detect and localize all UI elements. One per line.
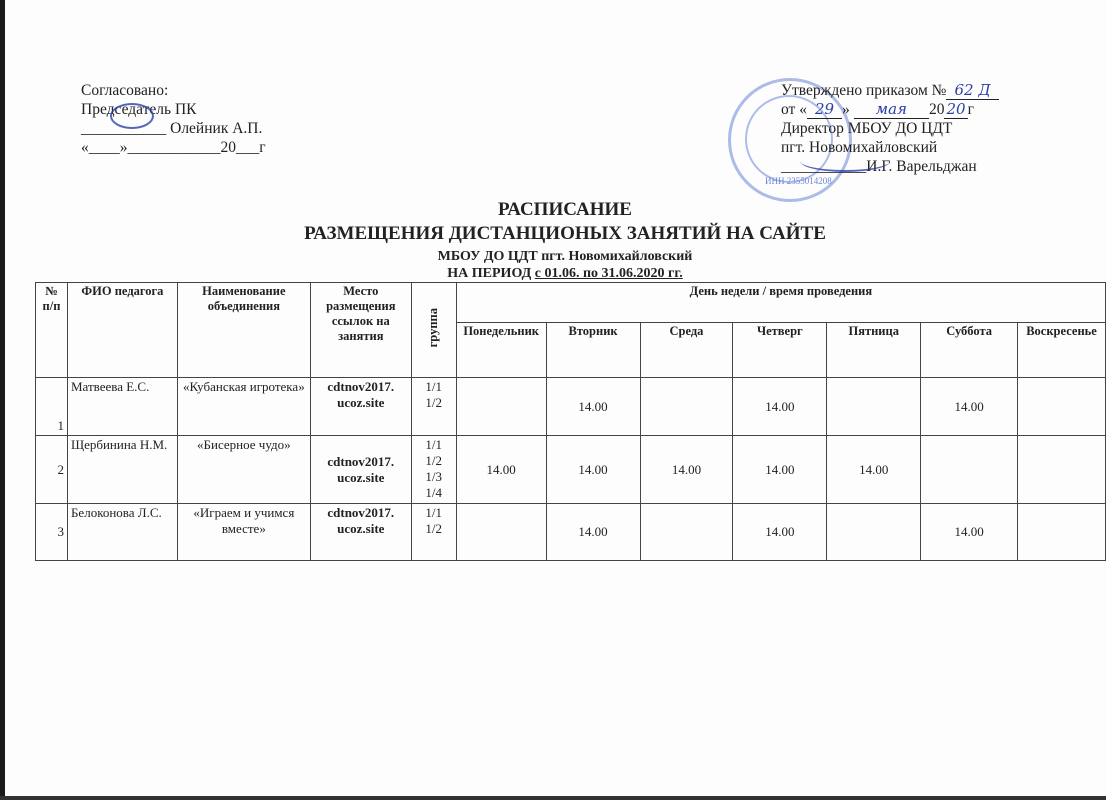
time-cell (1018, 378, 1106, 436)
association-name: «Кубанская игротека» (177, 378, 310, 436)
header-day: Четверг (733, 323, 827, 378)
director-location: пгт. Новомихайловский (781, 139, 938, 156)
time-cell: 14.00 (733, 436, 827, 504)
table-row (36, 436, 1106, 504)
doc-organization: МБОУ ДО ЦДТ пгт. Новомихайловский (437, 249, 693, 264)
header-days: День недели / время проведения (456, 283, 1105, 323)
header-name: Наименование объединения (177, 283, 310, 378)
time-cell (1018, 504, 1106, 561)
date-prefix: от « (781, 101, 807, 118)
row-number: 2 (36, 436, 68, 504)
teacher-name: Матвеева Е.С. (67, 378, 177, 436)
header-fio: ФИО педагога (67, 283, 177, 378)
header-day: Понедельник (456, 323, 546, 378)
time-cell (640, 378, 733, 436)
header-place: Место размещения ссылок на занятия (310, 283, 411, 378)
period-dates: с 01.06. по 31.06.2020 гг. (534, 266, 683, 281)
time-cell: 14.00 (921, 504, 1018, 561)
schedule-table (35, 282, 1106, 561)
groups: 1/1 1/2 1/3 1/4 (411, 436, 456, 504)
teacher-name: Белоконова Л.С. (67, 504, 177, 561)
header-day: Суббота (921, 323, 1018, 378)
header-day: Вторник (546, 323, 640, 378)
year-suffix: г (967, 101, 974, 118)
order-label: Утверждено приказом № (781, 82, 947, 99)
order-day: 29 (807, 100, 842, 119)
header-group-label: группа (426, 308, 441, 348)
doc-title: РАСПИСАНИЕ (498, 199, 632, 220)
link-place: cdtnov2017. ucoz.site (310, 436, 411, 504)
row-number: 3 (36, 504, 68, 561)
time-cell (1018, 436, 1106, 504)
approval-block-left (81, 81, 266, 157)
scan-edge (0, 0, 5, 800)
doc-period (0, 266, 1106, 282)
time-cell: 14.00 (546, 378, 640, 436)
header-num: № п/п (36, 283, 68, 378)
year-prefix: 20 (928, 101, 945, 118)
date-line: «____»____________20___г (81, 139, 266, 156)
doc-subtitle: РАЗМЕЩЕНИЯ ДИСТАНЦИОНЫХ ЗАНЯТИЙ НА САЙТЕ (304, 223, 826, 244)
association-name: «Играем и учимся вместе» (177, 504, 310, 561)
period-label: НА ПЕРИОД (447, 266, 535, 281)
director-signature (800, 150, 890, 172)
chairman-label: Председатель ПК (81, 101, 197, 118)
time-cell: 14.00 (921, 378, 1018, 436)
table-row (36, 378, 1106, 436)
chairman-signature-line: ___________ Олейник А.П. (81, 120, 263, 137)
order-number: 62 Д (946, 81, 998, 100)
header-day: Воскресенье (1018, 323, 1106, 378)
row-number: 1 (36, 378, 68, 436)
order-year: 20 (946, 100, 966, 118)
director-signature-line: ___________И.Г. Варельджан (781, 158, 977, 175)
date-quote: » (842, 101, 850, 118)
teacher-name: Щербинина Н.М. (67, 436, 177, 504)
time-cell: 14.00 (546, 504, 640, 561)
link-place: cdtnov2017. ucoz.site (310, 504, 411, 561)
association-name: «Бисерное чудо» (177, 436, 310, 504)
table-row (36, 504, 1106, 561)
time-cell (921, 436, 1018, 504)
order-month: мая (854, 100, 929, 119)
time-cell: 14.00 (827, 436, 921, 504)
time-cell: 14.00 (456, 436, 546, 504)
scan-edge (0, 796, 1106, 800)
director-title: Директор МБОУ ДО ЦДТ (781, 120, 953, 137)
time-cell: 14.00 (733, 504, 827, 561)
header-group (411, 283, 456, 378)
header-day: Пятница (827, 323, 921, 378)
groups: 1/1 1/2 (411, 504, 456, 561)
time-cell: 14.00 (640, 436, 733, 504)
link-place: cdtnov2017. ucoz.site (310, 378, 411, 436)
time-cell (827, 378, 921, 436)
time-cell (640, 504, 733, 561)
signature (110, 103, 154, 129)
time-cell: 14.00 (546, 436, 640, 504)
header-day: Среда (640, 323, 733, 378)
groups: 1/1 1/2 (411, 378, 456, 436)
approval-label: Согласовано: (81, 82, 169, 99)
time-cell (827, 504, 921, 561)
stamp-text: ИНН 2355014208 (765, 176, 832, 186)
time-cell (456, 378, 546, 436)
time-cell (456, 504, 546, 561)
time-cell: 14.00 (733, 378, 827, 436)
